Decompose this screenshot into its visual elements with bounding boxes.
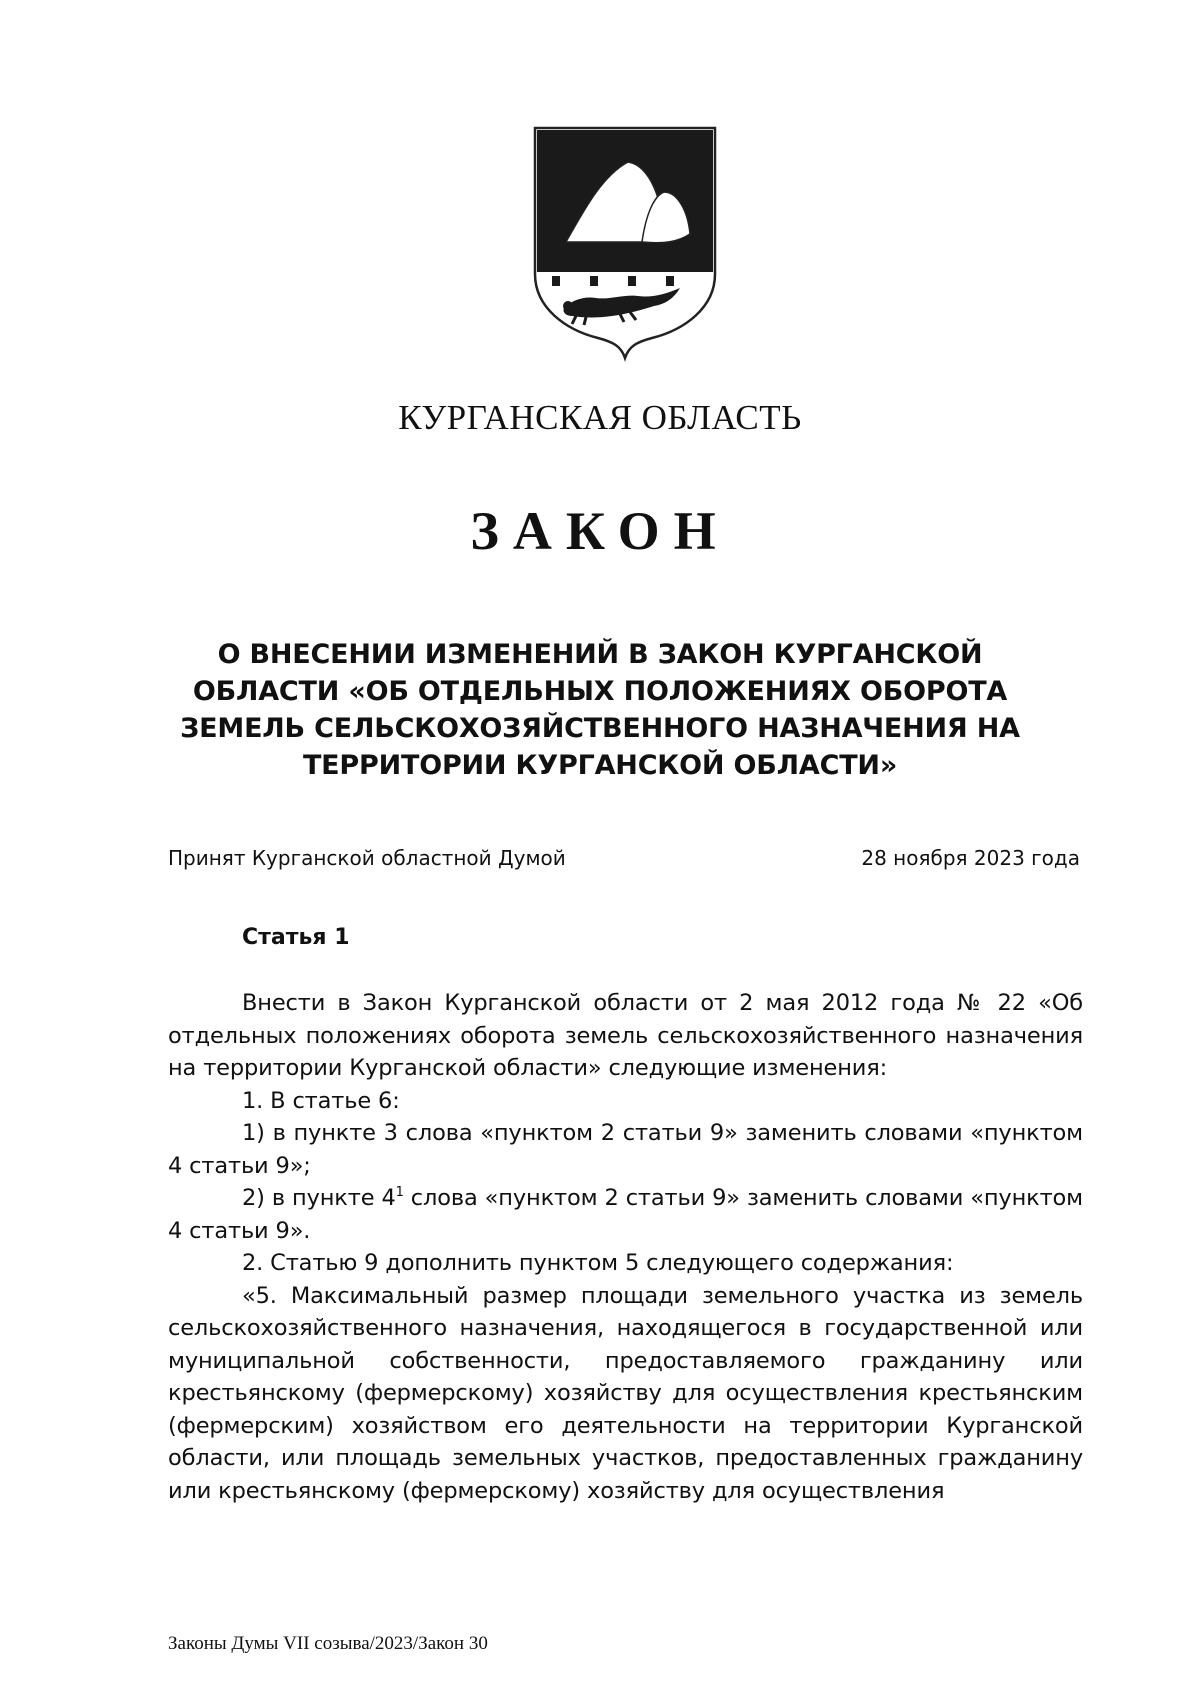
- region-name: КУРГАНСКАЯ ОБЛАСТЬ: [398, 398, 802, 437]
- superscript-number: 1: [395, 1185, 404, 1200]
- quoted-point-5-paragraph: «5. Максимальный размер площади земельного участка из земель сельскохозяйственного назначения, находящегося в государственной или муниципальной собственности, предоставляемого гражданину или крестьянскому (фермерскому) хозяйству для осуществления крестьянским (фермерским) хозяйством его деятельности на территории Курганской области, или площадь земельных участков, предоставленных гражданину или крестьянскому (фермерскому) хозяйству для осуществления: [168, 1282, 1083, 1504]
- item-1-subitem-1-paragraph: 1) в пункте 3 слова «пунктом 2 статьи 9» заменить словами «пунктом 4 статьи 9»;: [168, 1120, 1083, 1179]
- kurgan-region-coat-of-arms-icon: [532, 126, 718, 362]
- article-heading: Статья 1: [242, 925, 350, 950]
- item-2-paragraph: 2. Статью 9 дополнить пунктом 5 следующего содержания:: [242, 1250, 954, 1276]
- footer-reference: Законы Думы VII созыва/2023/Закон 30: [168, 1633, 488, 1654]
- adopted-by: Принят Курганской областной Думой: [168, 846, 566, 870]
- item-1-paragraph: 1. В статье 6:: [242, 1087, 400, 1114]
- subitem-2-text-start: 2) в пункте 4: [242, 1185, 396, 1211]
- document-type: ЗАКОН: [470, 501, 730, 561]
- article-intro-paragraph: Внести в Закон Курганской области от 2 мая 2012 года № 22 «Об отдельных положениях оборота земель сельскохозяйственного назначения на территории Курганской области» следующие изменения:: [168, 990, 1083, 1081]
- subitem-2-text-end: слова «пунктом 2 статьи 9» заменить словами «пунктом 4 статьи 9».: [168, 1185, 1083, 1244]
- item-1-subitem-2-paragraph: [168, 1182, 1083, 1247]
- law-title: О ВНЕСЕНИИ ИЗМЕНЕНИЙ В ЗАКОН КУРГАНСКОЙ ОБЛАСТИ «ОБ ОТДЕЛЬНЫХ ПОЛОЖЕНИЯХ ОБОРОТА ЗЕМЕЛЬ СЕЛЬСКОХОЗЯЙСТВЕННОГО НАЗНАЧЕНИЯ НА ТЕРРИТОРИИ КУРГАНСКОЙ ОБЛАСТИ»: [180, 639, 1020, 781]
- adoption-date: 28 ноября 2023 года: [861, 846, 1080, 870]
- article-body: [168, 987, 1083, 1507]
